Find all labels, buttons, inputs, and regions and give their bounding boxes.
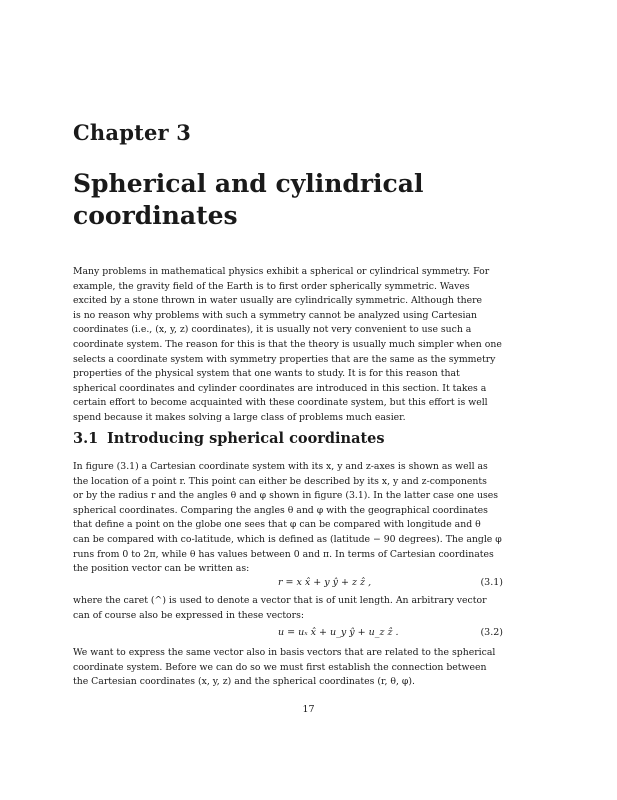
paragraph-line: the location of a point r. This point can either be described by its x, y and z-components [73, 475, 487, 487]
paragraph-line: We want to express the same vector also in basis vectors that are related to the spherical [73, 647, 496, 658]
paragraph-line: coordinate system. The reason for this is that the theory is usually much simpler when one [73, 338, 502, 350]
paragraph-line: properties of the physical system that one wants to study. It is for this reason that [73, 368, 460, 380]
paragraph-line: selects a coordinate system with symmetry properties that are the same as the symmetry [73, 353, 496, 365]
equation-number: (3.1) [480, 577, 503, 588]
paragraph-line: coordinates (i.e., (x, y, z) coordinates), it is usually not very convenient to use such a [73, 324, 472, 336]
paragraph-line: example, the gravity field of the Earth is to first order spherically symmetric. Waves [73, 280, 470, 292]
paragraph-line: can of course also be expressed in these vectors: [73, 609, 305, 621]
paragraph-line: spherical coordinates. Comparing the angles θ and φ with the geographical coordinates [73, 504, 488, 516]
paragraph-line: can be compared with co-latitude, which is defined as (latitude − 90 degrees). The angle φ [73, 533, 502, 545]
paragraph-line: where the caret (^) is used to denote a vector that is of unit length. An arbitrary vector [73, 595, 487, 606]
section-heading [73, 430, 385, 447]
paragraph-line: spend because it makes solving a large class of problems much easier. [73, 411, 406, 423]
chapter-title: Spherical and cylindrical coordinates [73, 169, 424, 230]
final-paragraph [73, 646, 503, 690]
paragraph-line: is no reason why problems with such a symmetry cannot be analyzed using Cartesian [73, 309, 477, 321]
paragraph-line: runs from 0 to 2π, while θ has values between 0 and π. In terms of Cartesian coordinates [73, 548, 494, 560]
paragraph-line: excited by a stone thrown in water usually are cylindrically symmetric. Although there [73, 295, 483, 307]
paragraph-line: coordinate system. Before we can do so we must first establish the connection between [73, 661, 487, 673]
paragraph-line: spherical coordinates and cylinder coordinates are introduced in this section. It takes a [73, 382, 487, 394]
section-title: Introducing spherical coordinates [107, 430, 385, 447]
equation-expression: u = uₓ x̂ + u_y ŷ + u_z ẑ . [278, 627, 399, 638]
paragraph-line: or by the radius r and the angles θ and φ shown in figure (3.1). In the latter case one uses [73, 490, 499, 502]
paragraph-line: that define a point on the globe one sees that φ can be compared with longitude and θ [73, 519, 481, 531]
paragraph-line: In figure (3.1) a Cartesian coordinate system with its x, y and z-axes is shown as well as [73, 461, 488, 472]
paragraph-line: the position vector can be written as: [73, 563, 250, 575]
intro-paragraph [73, 265, 503, 426]
paragraph-line: certain effort to become acquainted with these coordinate system, but this effort is well [73, 397, 488, 409]
section-paragraph [73, 460, 503, 577]
after-equation-paragraph [73, 594, 503, 623]
equation-3-1 [73, 577, 503, 591]
paragraph-line: the Cartesian coordinates (x, y, z) and the spherical coordinates (r, θ, φ). [73, 676, 415, 688]
equation-expression: r = x x̂ + y ŷ + z ẑ , [278, 577, 372, 588]
equation-number: (3.2) [480, 627, 503, 638]
equation-3-2 [73, 627, 503, 641]
page-number: 17 [302, 704, 315, 715]
chapter-label: Chapter 3 [73, 120, 192, 145]
section-number: 3.1 [73, 430, 99, 447]
paragraph-line: Many problems in mathematical physics exhibit a spherical or cylindrical symmetry. For [73, 266, 490, 277]
